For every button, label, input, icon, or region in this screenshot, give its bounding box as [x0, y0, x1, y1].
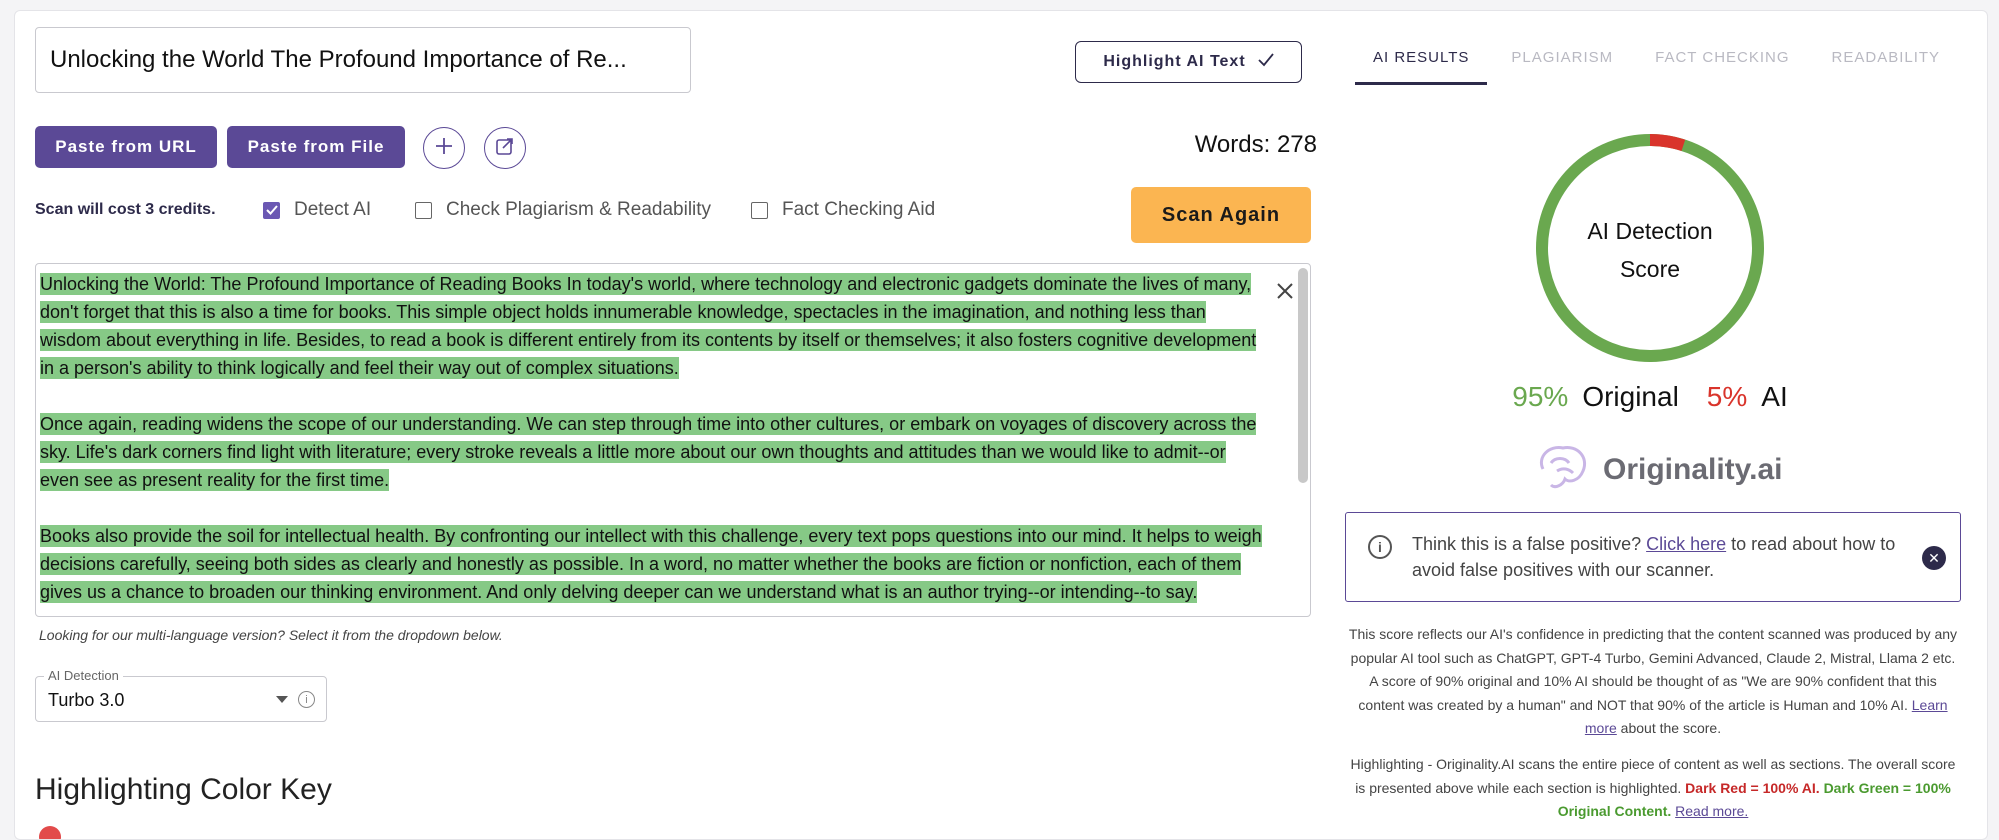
- word-count: Words: 278: [1194, 131, 1317, 158]
- detect-ai-checkbox[interactable]: [263, 199, 371, 221]
- chevron-down-icon: [276, 696, 288, 703]
- app-frame: [14, 10, 1988, 840]
- paragraph: [40, 410, 1268, 494]
- ring-label-line2: Score: [1619, 256, 1681, 282]
- ai-label: AI: [1761, 381, 1788, 412]
- paste-from-file-button[interactable]: Paste from File: [227, 126, 405, 168]
- add-button[interactable]: [423, 127, 465, 169]
- checkbox-empty-icon: [415, 202, 432, 219]
- fact-check-checkbox[interactable]: [751, 199, 935, 221]
- learn-more-link[interactable]: Learn more: [1584, 696, 1948, 736]
- clear-text-icon[interactable]: [1276, 276, 1294, 307]
- notice-before: Think this is a false positive?: [1412, 534, 1647, 554]
- original-percent: 95%: [1512, 381, 1569, 412]
- select-value: Turbo 3.0: [48, 690, 125, 710]
- tab-fact-checking[interactable]: FACT CHECKING: [1655, 49, 1790, 66]
- plus-icon: [433, 135, 455, 162]
- dark-green-note: Dark Green = 100% Original Content.: [1557, 779, 1951, 819]
- dark-red-note: Dark Red = 100% AI.: [1685, 779, 1820, 796]
- highlighting-explanation: [1347, 753, 1959, 824]
- select-label: AI Detection: [44, 668, 123, 683]
- paste-from-url-button[interactable]: Paste from URL: [35, 126, 217, 168]
- highlighted-text: Unlocking the World: The Profound Importance of Reading Books In today's world, where technology and electronic gadgets dominate the lives of many, don't forget that this is also a time for books. This simple object holds innumerable knowledge, spectacles in the imagination, and nothing less than wisdom about everything in life. Besides, to read a book is different entirely from its contents by itself or themselves; it also fosters cognitive development in a person's ability to think logically and feel their way out of complex situations.: [40, 274, 1257, 378]
- notice-after: to read about how to avoid false positives with our scanner.: [1412, 534, 1896, 580]
- tab-plagiarism[interactable]: PLAGIARISM: [1511, 49, 1614, 66]
- share-button[interactable]: [484, 127, 526, 169]
- read-more-link[interactable]: Read more.: [1675, 803, 1749, 819]
- score-ring: [1532, 130, 1768, 366]
- detect-ai-label: Detect AI: [294, 199, 372, 220]
- info-icon[interactable]: i: [298, 691, 315, 708]
- language-note: Looking for our multi-language version? Select it from the dropdown below.: [39, 627, 503, 643]
- editor-content[interactable]: [40, 270, 1268, 617]
- text-editor[interactable]: [35, 263, 1311, 617]
- ring-label: [1532, 212, 1768, 288]
- original-label: Original: [1582, 381, 1679, 412]
- brand-name: Originality.ai: [1603, 452, 1783, 486]
- highlighted-text: Books also provide the soil for intellectual health. By confronting our intellect with this challenge, every text pops questions into our mind. It helps to weigh decisions carefully, seeing both sides as clearly and honestly as possible. In a word, no matter whether the books are fiction or nonfiction, each of them gives us a chance to broaden our thinking environment. And only delving deeper can we understand what is an author trying--or intending--to say.: [40, 526, 1262, 602]
- result-tabs: [1355, 49, 1964, 85]
- scan-again-button[interactable]: Scan Again: [1131, 187, 1311, 243]
- paragraph: [40, 522, 1268, 606]
- false-positive-notice: [1345, 512, 1961, 602]
- click-here-link[interactable]: Click here: [1646, 534, 1727, 554]
- brain-icon: [1535, 443, 1591, 496]
- notice-text: [1412, 531, 1912, 583]
- highlighted-text: Once again, reading widens the scope of our understanding. We can step through time into other cultures, or embark on voyages of discovery across the sky. Life's dark corners find light with literature; every stroke reveals a little more about our own thoughts and attitudes than we would like to admit--or even see as present reality for the first time.: [40, 414, 1257, 490]
- close-icon[interactable]: ✕: [1922, 546, 1946, 570]
- tab-ai-results[interactable]: AI RESULTS: [1355, 49, 1487, 85]
- explain-after: about the score.: [1616, 720, 1722, 736]
- tab-readability[interactable]: READABILITY: [1831, 49, 1941, 66]
- brand-logo: [1535, 443, 1783, 496]
- color-key-title: Highlighting Color Key: [35, 773, 332, 806]
- paragraph: [40, 270, 1268, 382]
- scan-cost-text: Scan will cost 3 credits.: [35, 201, 216, 218]
- explain-text: This score reflects our AI's confidence in predicting that the content scanned was produced by any popular AI tool such as ChatGPT, GPT-4 Turbo, Gemini Advanced, Claude 2, Mistral, Llama 2 etc. A score of 90% original and 10% AI should be thought of as "We are 90% confident that this content was created by a human" and NOT that 90% of the article is Human and 10% AI.: [1348, 626, 1958, 713]
- highlight-label: Highlight AI Text: [1103, 53, 1246, 70]
- ai-model-select[interactable]: [35, 668, 327, 722]
- score-summary: [1512, 381, 1788, 413]
- ai-percent: 5%: [1706, 381, 1748, 412]
- checkbox-checked-icon: [263, 202, 280, 219]
- fact-check-label: Fact Checking Aid: [782, 199, 936, 220]
- explain2-text: Highlighting - Originality.AI scans the entire piece of content as well as sections. The overall score is presented above while each section is highlighted.: [1350, 756, 1956, 796]
- title-input[interactable]: Unlocking the World The Profound Importance of Re...: [35, 27, 691, 93]
- plagiarism-checkbox[interactable]: [415, 199, 711, 221]
- checkbox-empty-icon: [751, 202, 768, 219]
- ring-label-line1: AI Detection: [1587, 218, 1713, 244]
- plagiarism-label: Check Plagiarism & Readability: [446, 199, 712, 220]
- share-icon: [494, 135, 516, 162]
- score-explanation: [1347, 623, 1959, 741]
- color-key-dot: [39, 826, 61, 840]
- editor-scrollbar[interactable]: [1298, 268, 1308, 483]
- info-icon: i: [1368, 535, 1392, 559]
- check-icon: [1258, 53, 1274, 72]
- highlight-ai-text-button[interactable]: [1075, 41, 1302, 83]
